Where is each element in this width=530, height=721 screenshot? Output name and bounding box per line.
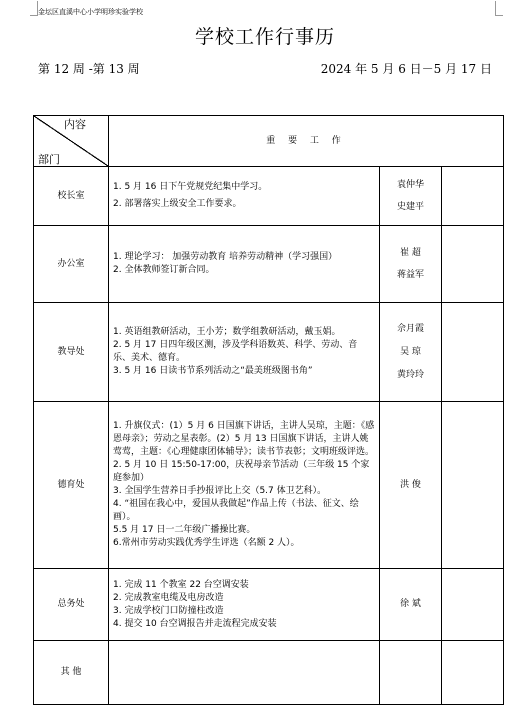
page-title: 学校工作行事历	[194, 26, 335, 48]
person-name: 吴 琼	[400, 346, 421, 357]
list-item: 4. “祖国在我心中，爱国从我做起”作品上传（书法、征文、绘画）。	[113, 499, 359, 522]
table-row	[34, 226, 504, 303]
list-item: 2. 全体教师签订新合同。	[113, 265, 215, 275]
person-cell	[380, 402, 442, 569]
table-row	[34, 641, 504, 705]
person-name: 蒋益军	[396, 269, 424, 280]
list-item: 2. 部署落实上级安全工作要求。	[113, 199, 242, 209]
list-item: 2. 完成教室电缆及电房改造	[113, 592, 224, 603]
list-item: 5.5 月 17 日一二年级广播操比赛。	[113, 525, 256, 535]
list-item: 6.常州市劳动实践优秀学生评选（名额 2 人）。	[113, 538, 300, 548]
person-name: 史建平	[396, 201, 424, 212]
list-item: 1. 完成 11 个教室 22 台空调安装	[113, 579, 249, 590]
person-name: 徐 斌	[400, 599, 421, 609]
dept-cell: 办公室	[34, 226, 109, 303]
dept-cell: 总务处	[34, 569, 109, 641]
list-item: 1. 升旗仪式：(1）5 月 6 日国旗下讲话，主讲人吴琼，主题：《感恩母亲》；劳动之星表彰。(2）5 月 13 日国旗下讲话，主讲人姚莺莺，主题：《心理健康团体辅导》；读书节表彰；文明班级评选。	[113, 421, 375, 457]
date-range: 2024 年 5 月 6 日－5 月 17 日	[320, 62, 492, 76]
person-name: 袁仲华	[396, 179, 424, 190]
empty-cell	[442, 402, 504, 569]
person-cell	[380, 226, 442, 303]
content-cell	[109, 226, 380, 303]
table-row	[34, 402, 504, 569]
person-name: 佘月霞	[396, 323, 424, 334]
schedule-table	[33, 115, 504, 705]
table-header-row	[34, 116, 504, 167]
content-cell	[109, 641, 380, 705]
list-item: 3. 完成学校门口防撞柱改造	[113, 605, 224, 616]
list-item: 3. 5 月 16 日读书节系列活动之“最美班级图书角”	[113, 366, 313, 376]
person-cell	[380, 641, 442, 705]
list-item: 2. 5 月 17 日四年级区测，涉及学科语数英、科学、劳动、音乐、美术、德育。	[113, 340, 358, 363]
empty-cell	[442, 569, 504, 641]
content-cell	[109, 303, 380, 402]
crop-mark-left	[30, 1, 38, 16]
list-item: 1. 理论学习： 加强劳动教育 培养劳动精神（学习强国）	[113, 252, 338, 262]
crop-mark-right	[495, 1, 503, 16]
person-cell	[380, 167, 442, 226]
content-cell	[109, 569, 380, 641]
list-item: 1. 5 月 16 日下午党规党纪集中学习。	[113, 182, 268, 192]
person-name: 黄玲玲	[396, 369, 424, 380]
person-name: 洪 俊	[400, 479, 421, 490]
table-row	[34, 303, 504, 402]
list-item: 4. 提交 10 台空调报告并走流程完成安装	[113, 618, 277, 629]
list-item: 1. 英语组教研活动，王小芳；数学组教研活动，戴玉娟。	[113, 327, 341, 337]
person-cell	[380, 303, 442, 402]
person-name: 崔 超	[400, 247, 421, 258]
person-cell	[380, 569, 442, 641]
diag-label-content: 内容	[64, 118, 86, 131]
table-row	[34, 569, 504, 641]
dept-cell: 其 他	[34, 641, 109, 705]
empty-cell	[442, 226, 504, 303]
week-range: 第 12 周 -第 13 周	[38, 62, 140, 76]
list-item: 2. 5 月 10 日 15:50-17:00，庆祝母亲节活动（三年级 15 个家庭参加）	[113, 460, 370, 483]
empty-cell	[442, 641, 504, 705]
list-item: 3. 全国学生营养日手抄报评比上交（5.7 体卫艺科）。	[113, 486, 327, 496]
dept-cell: 教导处	[34, 303, 109, 402]
dept-cell: 德育处	[34, 402, 109, 569]
content-header: 重 要 工 作	[109, 116, 504, 167]
school-name: 金坛区直溪中心小学明珍实验学校	[38, 8, 143, 16]
dept-cell: 校长室	[34, 167, 109, 226]
empty-cell	[442, 167, 504, 226]
content-cell	[109, 402, 380, 569]
diagonal-header-cell	[34, 116, 109, 167]
table-row	[34, 167, 504, 226]
empty-cell	[442, 303, 504, 402]
content-cell	[109, 167, 380, 226]
diag-label-dept: 部门	[38, 153, 60, 166]
